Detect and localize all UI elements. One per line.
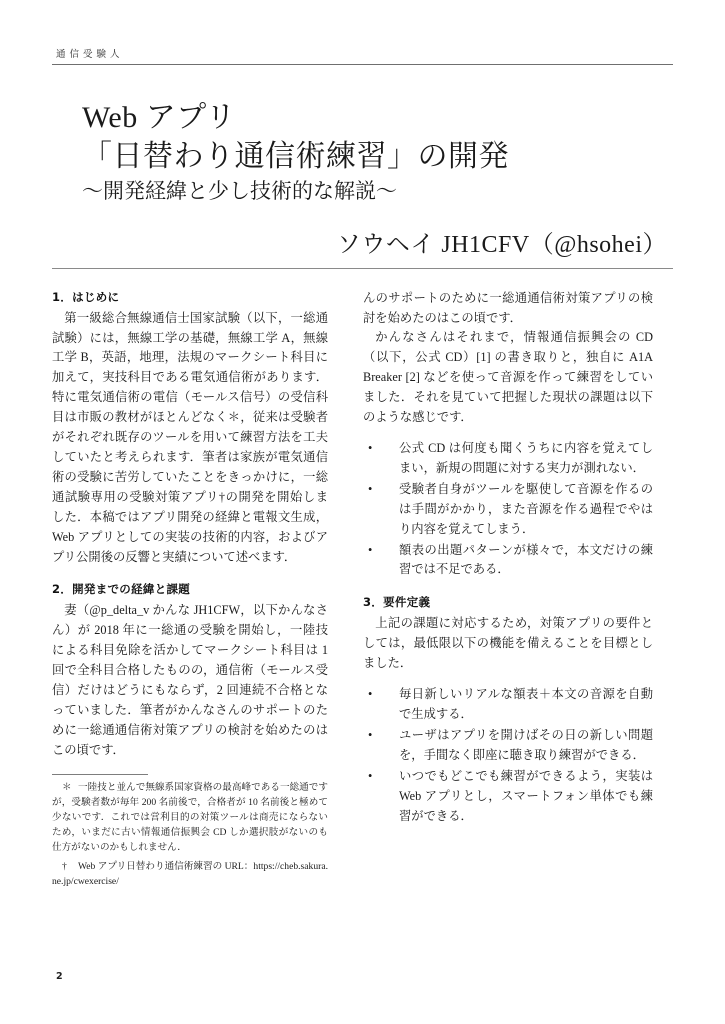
list-item [363,726,653,766]
running-header: 通信受験人 [56,50,124,60]
title-line-2: 「日替わり通信術練習」の開発 [82,140,509,174]
bullet-icon: • [368,481,373,496]
section-3-bullet-list [363,685,653,826]
footnote-2 [52,860,328,890]
list-item-label: ユーザはアプリを開けばその日の新しい問題を，手間なく即座に聴き取り練習ができる． [399,727,653,762]
list-item-label: 額表の出題パターンが様々で，本文だけの練習では不足である． [399,542,653,577]
two-column-body [52,289,673,896]
footnote-1 [52,781,328,856]
byline-rule [52,268,673,269]
title-block [52,99,673,259]
section-2-paragraph-1-cont: んのサポートのために一総通通信術対策アプリの検討を始めたのはこの頃です． [363,290,653,325]
subtitle: 〜開発経緯と少し技術的な解説〜 [82,179,397,204]
footnote-2-text: Web アプリ日替わり通信術練習の URL：https://cheb.sakura.ne.jp/cwexercise/ [52,861,328,888]
footnote-rule [52,774,148,775]
footnote-2-marker: † [62,861,67,873]
bullet-icon: • [368,768,373,783]
section-heading-3: 3．要件定義 [363,595,431,610]
list-item [363,541,653,581]
footnote-1-text: 一陸技と並んで無線系国家資格の最高峰である一総通ですが，受験者数が毎年 200 名前後で，合格者が 10 名前後と極めて少ないです．これでは営利目的の対策ツールは商売にならないため，いまだに古い情報通信振興会 CD しか選択肢がないのも仕方がないのかもしれません． [52,781,328,853]
list-item [363,767,653,827]
list-item-label: 受験者自身がツールを駆使して音源を作るのは手間がかかり，また音源を作る過程でやはり内容を覚えてしまう． [399,481,653,536]
list-item-label: 公式 CD は何度も聞くうちに内容を覚えてしまい，新規の問題に対する実力が測れない． [399,441,653,475]
section-1-paragraph-1: 第一級総合無線通信士国家試験（以下，一総通試験）には，無線工学の基礎，無線工学 A，無線工学 B，英語，地理，法規のマークシート科目に加えて，実技科目である電気通信術があります．特に電気通信術の電信（モールス信号）の受信科目は市販の教材がほとんどなく＊，従来は受験者がそれぞれ既存のツールを用いて練習方法を工夫していたと考えられます．筆者は家族が電気通信術の受験に苦労していたことをきっかけに，一総通試験専用の受験対策アプリ†の開発を開始しました．本稿ではアプリ開発の経緯と電報文生成，Web アプリとしての実装の技術的内容，およびアプリ公開後の反響と実績について述べます． [52,310,328,564]
list-item [363,439,653,479]
section-2-paragraph-2: かんなさんはそれまで，情報通信振興会の CD（以下，公式 CD）[1] の書き取りと，独自に A1A Breaker [2] などを使って音源を作って練習をしていました．それを見ていて把握した現状の課題は以下のような感じです． [363,330,653,425]
bullet-icon: • [368,687,373,702]
list-item [363,480,653,540]
column-left [52,289,342,896]
section-3-paragraph-1: 上記の課題に対応するため，対策アプリの要件としては，最低限以下の機能を備えることを目標としました． [363,616,653,671]
header-rule [52,64,673,65]
section-2-bullet-list [363,439,653,580]
section-2-paragraph-1: 妻（@p_delta_v かんな JH1CFW，以下かんなさん）が 2018 年に一総通の受験を開始し，一陸技による科目免除を活かしてマークシート科目は 1 回で全科目合格したものの，通信術（モールス受信）だけはどうにもならず，2 回連続不合格となっていました．筆者がかんなさんのサポートのために一総通通信術対策アプリの検討を始めたのはこの頃です． [52,603,328,757]
section-heading-1: 1．はじめに [52,289,120,304]
title-line-1: Web アプリ [82,101,237,134]
bullet-icon: • [368,542,373,557]
list-item-label: いつでもどこでも練習ができるよう，実装は Web アプリとし，スマートフォン単体でも練習ができる． [399,768,653,823]
list-item [363,685,653,725]
section-heading-2: 2．開発までの経緯と課題 [52,582,191,597]
bullet-icon: • [368,727,373,742]
footnote-1-marker: ＊ [62,781,72,793]
page-number: 2 [56,971,63,982]
footnote-area [52,774,328,891]
author-byline: ソウヘイ JH1CFV（@hsohei） [336,231,667,258]
column-right [363,289,653,828]
list-item-label: 毎日新しいリアルな額表＋本文の音源を自動で生成する． [399,687,653,721]
bullet-icon: • [368,441,373,456]
